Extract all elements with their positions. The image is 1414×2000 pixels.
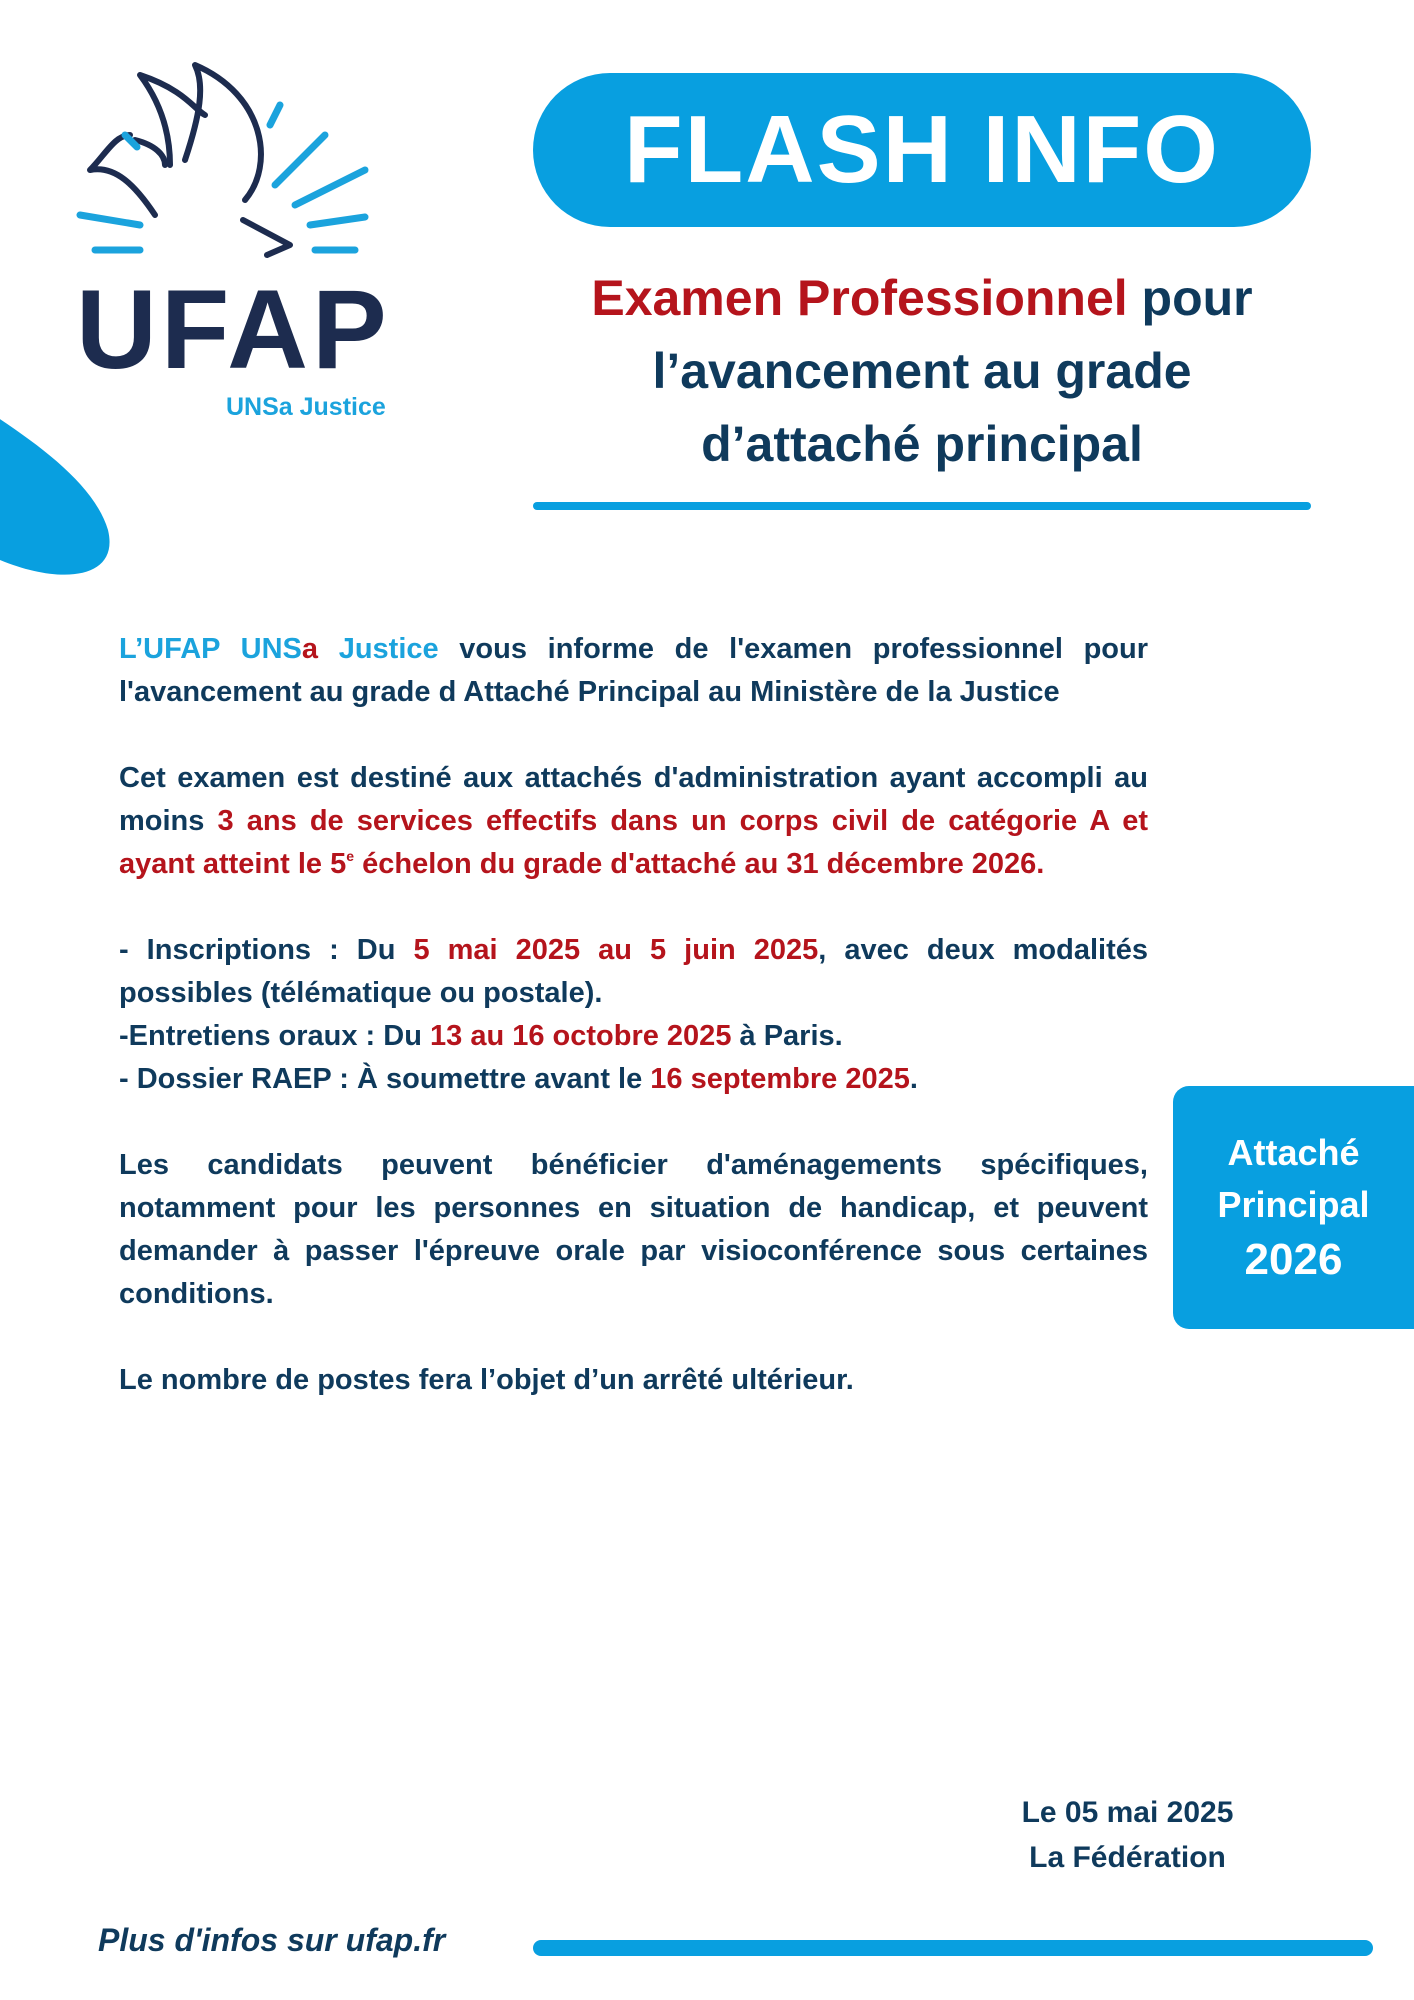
title-divider [533,502,1311,510]
logo-wordmark: UFAP [76,267,391,392]
title-line: l’avancement au grade [652,343,1192,399]
footer-divider [533,1940,1373,1956]
text: Cet examen est destiné aux attachés d'administration ayant accompli au moins [119,762,1148,837]
interviews-item [119,1015,1148,1058]
highlight: 3 ans de services effectifs dans un corps civil de catégorie A et ayant atteint le 5 [119,805,1148,880]
org-name: Justice [318,633,439,665]
intro-paragraph [119,628,1148,714]
highlight: 13 au 16 octobre 2025 [430,1020,732,1052]
decorative-blob [0,380,110,580]
org-name: L’UFAP UNS [119,633,302,665]
flash-info-banner [533,73,1311,227]
text: à Paris. [731,1020,843,1052]
title-text: pour [1127,270,1253,326]
eligibility-paragraph [119,757,1148,886]
side-badge [1173,1086,1414,1329]
registration-item [119,929,1148,1015]
superscript: e [346,848,355,864]
side-badge-line: Attaché [1227,1131,1360,1173]
text: -Entretiens oraux : Du [119,1020,430,1052]
highlight: échelon du grade d'attaché au 31 décembre 2026. [354,848,1045,880]
footer-link[interactable]: Plus d'infos sur ufap.fr [98,1922,446,1958]
raep-item [119,1058,1148,1101]
body-text [119,628,1148,1445]
text: , avec deux modalités possibles (télématique ou postale). [119,934,1148,1009]
text: vous informe de l'examen professionnel pour l'avancement au grade d Attaché Principal au Ministère de la Justice [119,633,1149,708]
side-badge-year: 2026 [1244,1234,1343,1284]
text: - Dossier RAEP : À soumettre avant le [119,1063,651,1095]
signature [980,1790,1275,1880]
text: . [909,1063,918,1095]
signature-author: La Fédération [1029,1841,1226,1874]
signature-date: Le 05 mai 2025 [1021,1796,1234,1829]
highlight: 16 septembre 2025 [650,1063,910,1095]
logo-subtitle: UNSa Justice [226,393,386,421]
org-name: a [301,633,319,665]
side-badge-line: Principal [1217,1183,1370,1225]
highlight: 5 mai 2025 au 5 juin 2025 [413,934,819,966]
title-highlight: Examen Professionnel [591,270,1128,326]
logo-dove-icon [75,35,375,275]
flash-info-label: FLASH INFO [624,96,1220,203]
page-title [533,262,1311,481]
text: - Inscriptions : Du [119,934,414,966]
positions-paragraph: Le nombre de postes fera l’objet d’un arrêté ultérieur. [119,1364,854,1396]
title-line: d’attaché principal [701,416,1143,472]
accommodations-paragraph: Les candidats peuvent bénéficier d'aménagements spécifiques, notamment pour les personnes en situation de handicap, et peuvent demander à passer l'épreuve orale par visioconférence sous certaines conditions. [119,1149,1148,1310]
